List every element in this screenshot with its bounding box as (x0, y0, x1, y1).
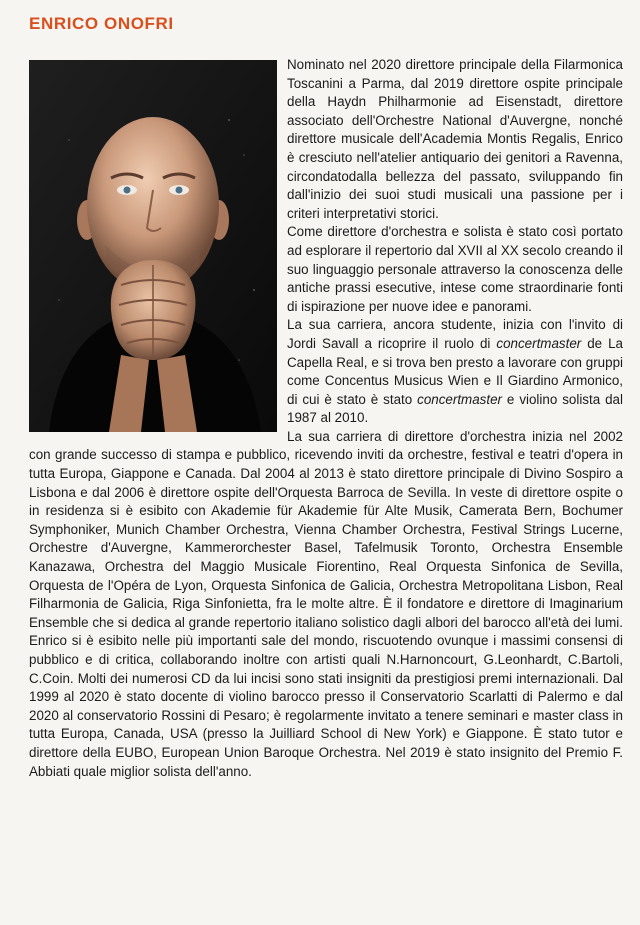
paragraph-5 (29, 428, 623, 781)
paragraph-5-text: La sua carriera di direttore d'orchestra inizia nel 2002 con grande successo di stampa e pubblico, ricevendo inviti da orchestre, festival e teatri d'opera in tutta Europa, Giappone e Canada. Dal 2004 al 2013 è stato direttore principale di Divino Sospiro a Lisbona e dal 2006 è direttore ospite dell'Orquesta Barroca de Sevilla. In veste di direttore ospite o in residenza si è esibito con Akademie für Akademie für Alte Musik, Camerata Bern, Bochumer Symphoniker, Munich Chamber Orchestra, Vienna Chamber Orchestra, Festival Strings Lucerne, Orchestre d'Auvergne, Kammerorchester Basel, Tafelmusik Toronto, Orchestra Ensemble Kanazawa, Orchestra del Maggio Musicale Fiorentino, Real Orquesta Sinfonica de Sevilla, Orquesta de l'Opéra de Lyon, Orquesta Sinfonica de Galicia, Orchestra Metropolitana Lisbon, Real Filharmonia de Galicia, Riga Sinfonietta, fra le molte altre. È il fondatore e direttore di Imaginarium Ensemble che si dedica al grande repertorio italiano solistico dagli albori del barocco all'età dei lumi. Enrico si è esibito nelle più importanti sale del mondo, riscuotendo ovunque i massimi consensi di pubblico e di critica, collaborando inoltre con artisti quali N.Harnoncourt, G.Leonhardt, C.Bartoli, C.Coin. Molti dei numerosi CD da lui incisi sono stati insigniti da prestigiosi premi internazionali. Dal 1999 al 2020 è stato docente di violino barocco presso il Conservatorio Scarlatti di Palermo e dal 2020 al conservatorio Rossini di Pesaro; è regolarmente invitato a tenere seminari e master class in tutta Europa, Canada, USA (presso la Juilliard School di New York) e Giappone. È stato tutor e direttore della EUBO, European Union Baroque Orchestra. Nel 2019 è stato insignito del Premio F. Abbiati quale miglior solista dell'anno. (29, 428, 623, 779)
photo-float-spacer (29, 56, 287, 432)
paragraph-3-text-start: La sua carriera, ancora studente, inizia con l'invito di Jordi Savall a ricoprire il ruolo di (287, 317, 623, 351)
paragraph-4-text-end: e violino solista dal 1987 al 2010. (287, 391, 623, 426)
paragraph-2-text: Come direttore d'orchestra e solista è stato così portato ad esplorare il repertorio dal XVII al XX secolo creando il suo linguaggio personale attraverso la conoscenza delle antiche prassi esecutive, intese come straordinarie fonti di ispirazione per nuove idee e panorami. (287, 224, 623, 314)
paragraph-1-text: Nominato nel 2020 direttore principale della Filarmonica Toscanini a Parma, dal 2019 direttore ospite principale della Haydn Philharmonie ad Eisenstadt, direttore associato dell'Orchestre National d'Auvergne, nonché direttore musicale dell'Academia Montis Regalis, Enrico è cresciuto nell'atelier antiquario dei genitori a Ravenna, circondatodalla bellezza del passato, sviluppando fin dall'inizio dei suoi studi musicali una passione per i criteri interpretativi storici. (287, 57, 623, 221)
paragraph-3-text-end: de La Capella Real, e si trova ben presto a lavorare con gruppi come Concentus Musicus Wien e Il Giardino Armonico, di cui è stato è stato (287, 335, 624, 407)
paragraph-3-italic-term: concertmaster (496, 335, 582, 351)
article-body (29, 56, 623, 781)
paragraph-4-italic-term: concertmaster (417, 391, 502, 407)
article-heading: ENRICO ONOFRI (29, 14, 174, 33)
